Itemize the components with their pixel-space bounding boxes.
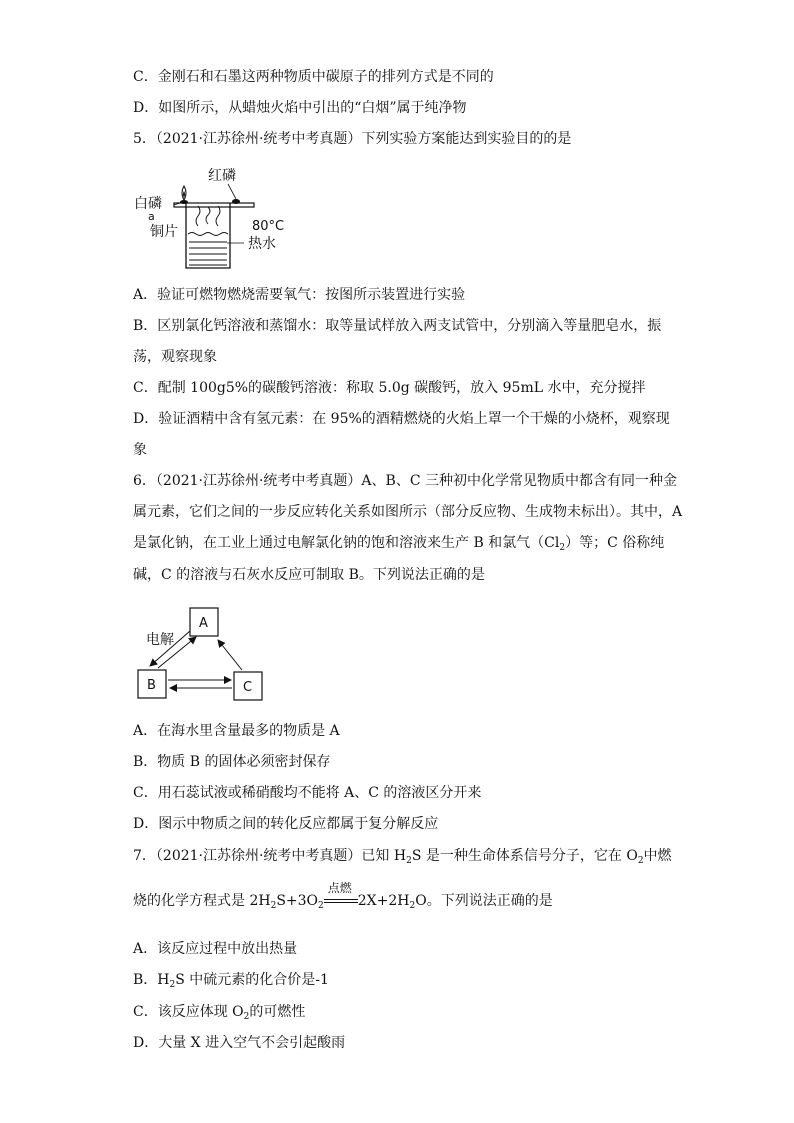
box-c-label: C (243, 680, 253, 695)
q5-stem: 5．（2021·江苏徐州·统考中考真题）下列实验方案能达到实验目的的是 (133, 131, 572, 147)
label-temperature: 80°C (252, 219, 285, 234)
label-a: a (148, 210, 155, 223)
q7-option-a: A．该反应过程中放出热量 (133, 941, 298, 957)
q6-stem-2: 属元素，它们之间的一步反应转化关系如图所示（部分反应物、生成物未标出）。其中，A (133, 504, 683, 520)
steam-wisps (196, 206, 220, 226)
q5-apparatus-figure (132, 160, 292, 275)
label-white-phosphorus: 白磷 (134, 196, 162, 212)
arrow-c-to-a (218, 640, 242, 670)
q5-option-c: C．配制 100g5%的碳酸钙溶液：称取 5.0g 碳酸钙，放入 95mL 水中，充分搅拌 (133, 380, 646, 396)
red-phosphorus (232, 199, 240, 204)
q4-option-d: D．如图所示，从蜡烛火焰中引出的“白烟”属于纯净物 (133, 100, 467, 116)
box-b-label: B (147, 678, 156, 693)
q5-option-b-1: B．区别氯化钙溶液和蒸馏水：取等量试样放入两支试管中，分别滴入等量肥皂水，振 (133, 318, 662, 334)
q6-stem-1: 6．（2021·江苏徐州·统考中考真题）A、B、C 三种初中化学常见物质中都含有同一种金 (133, 473, 677, 489)
label-copper: 铜片 (150, 224, 178, 240)
q7-option-b: B．$H_2S$ 中硫元素的化合价是-1 (133, 972, 329, 990)
q5-option-d-1: D．验证酒精中含有氢元素：在 95%的酒精燃烧的火焰上罩一个干燥的小烧杯，观察现 (133, 411, 670, 427)
q5-option-b-2: 荡，观察现象 (133, 349, 217, 365)
q6-option-d: D．图示中物质之间的转化反应都属于复分解反应 (133, 816, 439, 832)
q4-option-c: C．金刚石和石墨这两种物质中碳原子的排列方式是不同的 (133, 69, 494, 85)
q6-stem-3: 是氯化钠，在工业上通过电解氯化钠的饱和溶液来生产 B 和氯气$(Cl_2)$等；C 俗称纯 (133, 535, 665, 553)
label-hot-water: 热水 (248, 236, 276, 252)
hot-water (188, 233, 228, 266)
q6-conversion-diagram (136, 604, 276, 704)
q6-option-a: A．在海水里含量最多的物质是 A (133, 723, 340, 739)
label-red-phosphorus: 红磷 (208, 168, 236, 184)
box-a-label: A (199, 616, 208, 631)
q7-equation-line: 烧的化学方程式是 $2H_2S+3O_2$ 点燃 $2X+2H_2O$。下列说法正确的是 (133, 881, 553, 911)
beaker (186, 203, 230, 268)
q6-option-b: B．物质 B 的固体必须密封保存 (133, 754, 331, 770)
q7-option-c: C．该反应体现 $O_2$的可燃性 (133, 1004, 306, 1022)
q6-stem-4: 碱，C 的溶液与石灰水反应可制取 B。下列说法正确的是 (133, 567, 485, 583)
q6-option-c: C．用石蕊试液或稀硝酸均不能将 A、C 的溶液区分开来 (133, 785, 482, 801)
q5-option-d-2: 象 (133, 442, 147, 458)
label-electrolysis: 电解 (146, 632, 174, 648)
q7-stem-1: 7．（2021·江苏徐州·统考中考真题）已知 $H_2S$ 是一种生命体系信号分子，它在 $O_2$中燃 (133, 848, 672, 866)
flame-icon (182, 186, 186, 200)
white-phosphorus (180, 200, 188, 204)
q7-option-d: D．大量 X 进入空气不会引起酸雨 (133, 1035, 346, 1051)
q5-option-a: A．验证可燃物燃烧需要氧气：按图所示装置进行实验 (133, 287, 466, 303)
reaction-condition: 点燃 (324, 893, 358, 909)
